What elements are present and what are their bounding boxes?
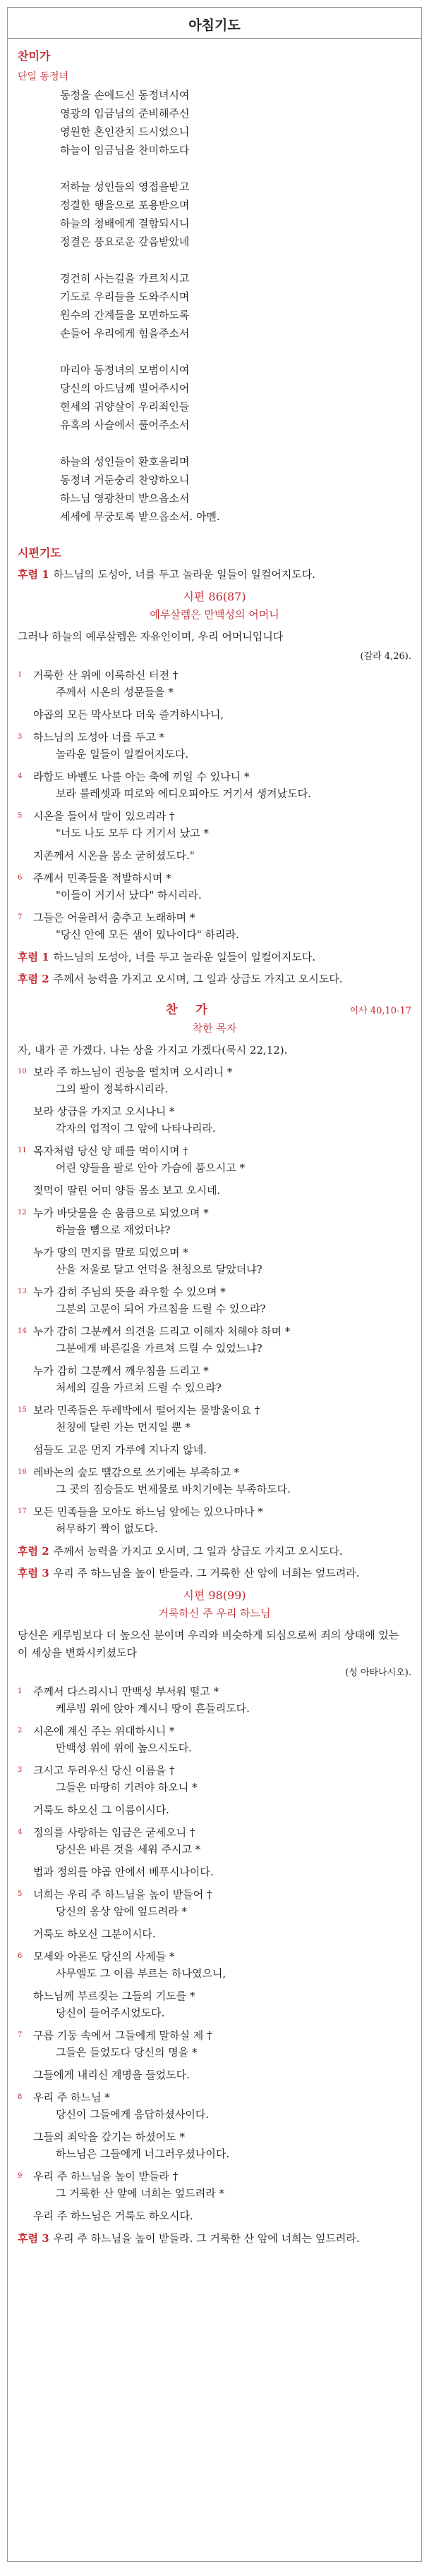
psalm-2-subtitle: 거룩하신 주 우리 하느님 — [158, 1607, 271, 1620]
verse-line: 라합도 바벨도 나를 아는 축에 끼일 수 있나니 * — [33, 770, 250, 783]
hymn-line: 하늘이 임금님을 찬미하도다 — [60, 144, 190, 156]
hymn-label: 단일 동정녀 — [18, 71, 69, 82]
psalm-1-verse — [18, 808, 411, 842]
verse-line-indented: 당신이 그들에게 응답하셨사이다. — [56, 2108, 210, 2121]
hymn-line: 세세에 무궁토록 받으옵소서. 아멘. — [60, 510, 220, 523]
verse-line: 젖먹이 딸린 어미 양들 몸소 보고 오시네. — [33, 1184, 221, 1197]
verse-line: 지존께서 시온을 몸소 굳히셨도다." — [33, 849, 195, 862]
verse-line: 시온을 들어서 말이 있으리라 † — [33, 810, 175, 822]
canticle-verse — [18, 1464, 411, 1498]
verse-line-indented: 하늘을 뼘으로 재었더냐? — [56, 1224, 171, 1236]
verse-number: 16 — [18, 1468, 27, 1476]
verse-number: 6 — [18, 874, 23, 882]
psalm-2-verses — [18, 1683, 411, 2224]
hymn-stanza — [18, 452, 411, 526]
canticle-verse — [18, 1064, 411, 1097]
verse-line: 거룩한 산 위에 이룩하신 터전 † — [33, 669, 179, 682]
verse-line-indented: 주께서 시온의 성문들을 * — [56, 686, 174, 698]
psalm-2-verse — [18, 1801, 411, 1818]
verse-number: 7 — [18, 913, 23, 921]
verse-line-indented: 사무엘도 그 이름 부르는 하나였으니, — [56, 1967, 226, 1980]
verse-line: 레바논의 숲도 땔감으로 쓰기에는 부족하고 * — [33, 1466, 240, 1479]
verse-line: 정의를 사랑하는 임금은 굳세오니 † — [33, 1826, 195, 1839]
verse-line: 누가 땅의 먼지를 말로 되었으며 * — [33, 1246, 188, 1259]
verse-number: 11 — [18, 1147, 27, 1154]
verse-line: 모든 민족들을 모아도 하느님 앞에는 있으나마나 * — [33, 1505, 263, 1518]
verse-number: 3 — [18, 1766, 23, 1774]
verse-line-indented: 허무하기 짝이 없도다. — [56, 1522, 158, 1535]
verse-line: 너희는 우리 주 하느님을 높이 받들어 † — [33, 1888, 212, 1901]
verse-line: 야곱의 모든 막사보다 더욱 즐겨하시나니, — [33, 708, 224, 721]
psalm-2-verse — [18, 1824, 411, 1858]
hymn-line: 동정을 손에드신 동정녀시여 — [60, 89, 190, 101]
verse-line-indented: 당신의 옹상 앞에 엎드려라 * — [56, 1905, 187, 1918]
psalm-1-citation: (갈라 4,26). — [360, 651, 411, 662]
verse-line-indented: 하느님은 그들에게 너그러우셨나이다. — [56, 2147, 230, 2160]
verse-line: 거룩도 하오신 그 이름이시다. — [33, 1804, 169, 1816]
hymn-line: 하느님 영광찬미 받으옵소서 — [60, 492, 190, 505]
antiphon-3-repeat-tag: 후렴 3 — [18, 2232, 49, 2245]
verse-line: 누가 감히 주님의 뜻을 좌우할 수 있으며 * — [33, 1286, 226, 1298]
verse-line: 그들에게 내리신 계명을 들었도다. — [33, 2069, 190, 2081]
hymn-line: 영광의 입금님의 준비해주신 — [60, 107, 190, 120]
verse-number: 4 — [18, 772, 23, 780]
hymn-line: 영원한 혼인잔치 드시었으니 — [60, 125, 190, 138]
page-title: 아침기도 — [188, 18, 241, 33]
canticle-verse — [18, 1362, 411, 1396]
canticle-title: 찬 가 — [166, 1003, 214, 1017]
canticle-verse — [18, 1441, 411, 1458]
psalm-1-verse — [18, 870, 411, 904]
psalm-1-verse — [18, 847, 411, 864]
psalm-2-verse — [18, 2168, 411, 2202]
verse-number: 7 — [18, 2031, 23, 2039]
hymn-line: 현세의 귀양살이 우리죄인들 — [60, 400, 190, 413]
hymn-stanza — [18, 178, 411, 251]
verse-line-indented: 케루빔 위에 앉아 계시니 땅이 흔들리도다. — [56, 1702, 250, 1715]
verse-line-indented: 그 곳의 짐승들도 번제물로 바치기에는 부족하도다. — [56, 1483, 291, 1496]
psalm-1-verse — [18, 729, 411, 763]
psalmody-heading: 시편기도 — [18, 546, 61, 560]
hymn-line: 정결은 풍요로운 갚음받았네 — [60, 235, 190, 248]
verse-line: 우리 주 하느님은 거룩도 하오시다. — [33, 2210, 193, 2222]
canticle-reference: 이사 40,10-17 — [349, 1006, 411, 1016]
psalm-2-citation: (성 아타나시오). — [345, 1668, 411, 1678]
psalm-2-verse — [18, 2089, 411, 2123]
psalm-2-verse — [18, 2066, 411, 2083]
verse-line: 주께서 다스리시니 만백성 부서워 떨고 * — [33, 1685, 219, 1698]
verse-number: 14 — [18, 1327, 27, 1335]
antiphon-3-repeat — [18, 2230, 411, 2248]
verse-line-indented: 그 거룩한 산 앞에 너희는 엎드려라 * — [56, 2187, 224, 2200]
hymn-line: 손들어 우리에게 힘을주소서 — [60, 327, 190, 340]
antiphon-3-tag: 후렴 3 — [18, 1567, 49, 1579]
antiphon-3-repeat-text: 우리 주 하느님을 높이 받들라. 그 거룩한 산 앞에 너희는 엎드려라. — [53, 2232, 360, 2245]
verse-line-indented: 그분에게 바른길을 가르쳐 드릴 수 있었느냐? — [56, 1342, 262, 1355]
verse-line-indented: 천칭에 달린 가는 먼지일 뿐 * — [56, 1421, 191, 1434]
psalm-2-verse — [18, 1863, 411, 1880]
canticle-verse — [18, 1323, 411, 1357]
psalm-1-verse — [18, 706, 411, 723]
verse-line-indented: 각자의 업적이 그 앞에 나타나리라. — [56, 1122, 216, 1135]
verse-number: 17 — [18, 1508, 27, 1515]
canticle-verse — [18, 1283, 411, 1317]
psalm-2-intro: 당신은 케루빔보다 더 높으신 분이며 우리와 비슷하게 되심으로써 죄의 상태에 있는 이 세상을 변화시키셨도다 — [18, 1629, 399, 1659]
psalm-2-verse — [18, 2207, 411, 2224]
canticle-verse — [18, 1244, 411, 1278]
verse-line: 하느님께 부르짖는 그들의 기도를 * — [33, 1990, 195, 2002]
hymn-line: 마리아 동정녀의 모범이시여 — [60, 364, 190, 376]
verse-number: 1 — [18, 1687, 23, 1695]
psalm-2-title: 시편 98(99) — [183, 1589, 246, 1602]
antiphon-1-tag: 후렴 1 — [18, 568, 49, 581]
verse-line-indented: 그들은 들었도다 당신의 명을 * — [56, 2046, 198, 2059]
verse-line-indented: 산을 저울로 달고 언덕을 천칭으로 달았더냐? — [56, 1263, 262, 1276]
canticle-verse — [18, 1182, 411, 1199]
psalm-2-verse — [18, 2128, 411, 2162]
verse-line-indented: 어린 양들을 팔로 안아 가슴에 품으시고 * — [56, 1161, 245, 1174]
canticle-verse — [18, 1402, 411, 1436]
hymn-line: 정결한 행을으로 포용받으며 — [60, 199, 190, 211]
antiphon-1-repeat-text: 하느님의 도성아, 너를 두고 놀라운 일들이 일컬어지도다. — [53, 951, 316, 963]
psalm-1-verse — [18, 667, 411, 701]
canticle-verse — [18, 1103, 411, 1137]
verse-line: 우리 주 하느님 * — [33, 2091, 110, 2104]
antiphon-2-repeat-text: 주께서 능력을 가지고 오시며, 그 일과 상급도 가지고 오시도다. — [53, 1545, 343, 1558]
verse-number: 8 — [18, 2093, 23, 2101]
verse-line: 하느님의 도성아 너를 두고 * — [33, 731, 164, 744]
canticle-verses — [18, 1064, 411, 1537]
verse-number: 2 — [18, 1727, 23, 1734]
verse-line: 거룩도 하오신 그분이시다. — [33, 1928, 156, 1940]
verse-number: 13 — [18, 1288, 27, 1295]
breviary-page — [7, 7, 422, 2562]
psalm-2-verse — [18, 1988, 411, 2021]
verse-line-indented: 당신은 바른 것을 세워 주시고 * — [56, 1843, 201, 1856]
canticle-verse — [18, 1503, 411, 1537]
verse-line: 모세와 아론도 당신의 사제들 * — [33, 1950, 175, 1963]
verse-line: 목자처럼 당신 양 떼를 먹이시며 † — [33, 1145, 188, 1157]
verse-line-indented: 당신이 들어주시었도다. — [56, 2007, 165, 2019]
hymn-line: 기도로 우리들을 도와주시며 — [60, 290, 190, 303]
antiphon-2-repeat — [18, 1543, 411, 1560]
psalm-2-verse — [18, 1683, 411, 1717]
verse-number: 4 — [18, 1828, 23, 1836]
verse-number: 10 — [18, 1068, 27, 1076]
verse-line: 누가 감히 그분께서 깨우침을 드리고 * — [33, 1364, 209, 1377]
antiphon-2 — [18, 970, 411, 988]
antiphon-2-tag: 후렴 2 — [18, 973, 49, 985]
verse-number: 12 — [18, 1209, 27, 1216]
verse-number: 3 — [18, 733, 23, 741]
psalm-2-verse — [18, 1886, 411, 1920]
canticle-header — [18, 999, 411, 1017]
verse-number: 5 — [18, 1890, 23, 1898]
antiphon-1-repeat — [18, 949, 411, 966]
hymn-line: 경건히 사는길을 가르치시고 — [60, 272, 190, 285]
hymn-stanza — [18, 269, 411, 343]
verse-line: 보라 민족들은 두레박에서 떨어지는 물방울이요 † — [33, 1404, 260, 1417]
canticle-intro: 자, 내가 곧 가겠다. 나는 상을 가지고 가겠다(묵시 22,12). — [18, 1044, 288, 1056]
verse-line: 크시고 두려우신 당신 이름을 † — [33, 1764, 175, 1777]
hymn-line: 유혹의 사슬에서 풀어주소서 — [60, 419, 190, 431]
verse-line: 우리 주 하느님을 높이 받들라 † — [33, 2170, 179, 2183]
hymn-line: 저하늘 성인들의 영접을받고 — [60, 180, 190, 193]
verse-line-indented: 보라 불레셋과 띠로와 에디오피아도 거기서 생겨났도다. — [56, 787, 311, 800]
psalm-1-verse — [18, 909, 411, 943]
verse-line: 주께서 민족들을 적발하시며 * — [33, 872, 171, 885]
page-content — [8, 39, 421, 2248]
verse-line: 보라 상급을 가지고 오시나니 * — [33, 1105, 175, 1118]
hymn-line: 당신의 아드님께 빌어주시어 — [60, 382, 190, 395]
psalm-2-verse — [18, 1723, 411, 1756]
verse-line: 그들은 어울려서 춤추고 노래하며 * — [33, 911, 195, 924]
verse-line-indented: "너도 나도 모두 다 거기서 났고 * — [56, 827, 209, 839]
psalm-2-verse — [18, 1948, 411, 1982]
verse-line-indented: 처세의 길을 가르쳐 드릴 수 있으랴? — [56, 1381, 222, 1394]
hymn-stanza — [18, 361, 411, 434]
psalm-1-verse — [18, 768, 411, 802]
hymn-line: 원수의 간계들을 모면하도록 — [60, 309, 190, 321]
verse-line: 그들의 죄악을 갚기는 하셨어도 * — [33, 2131, 185, 2143]
hymn-stanza — [18, 86, 411, 159]
psalm-2-verse — [18, 1925, 411, 1942]
psalm-1-verses — [18, 667, 411, 943]
verse-number: 15 — [18, 1406, 27, 1414]
antiphon-3 — [18, 1565, 411, 1582]
verse-number: 6 — [18, 1952, 23, 1960]
psalm-1-intro: 그러나 하늘의 예루살렘은 자유인이며, 우리 어머니입니다 — [18, 630, 284, 643]
verse-line-indented: "당신 안에 모든 샘이 있나이다" 하리라. — [56, 928, 239, 941]
hymn-heading: 찬미가 — [18, 49, 51, 63]
verse-number: 1 — [18, 671, 23, 679]
antiphon-2-repeat-tag: 후렴 2 — [18, 1545, 49, 1558]
verse-line: 누가 감히 그분께서 의견을 드리고 이해자 처해야 하며 * — [33, 1325, 291, 1338]
hymn-stanzas — [18, 86, 411, 526]
antiphon-1 — [18, 566, 411, 584]
verse-line-indented: 만백성 위에 위에 높으시도다. — [56, 1742, 192, 1754]
psalm-1-subtitle: 예루살렘은 만백성의 어머니 — [150, 608, 279, 621]
verse-line: 누가 바닷물을 손 움큼으로 되었으며 * — [33, 1207, 209, 1219]
verse-line: 시온에 계신 주는 위대하시니 * — [33, 1725, 175, 1737]
canticle-verse — [18, 1142, 411, 1176]
verse-line: 법과 정의를 야곱 안에서 베푸시나이다. — [33, 1866, 214, 1878]
hymn-line: 하늘의 성인들이 환호올리며 — [60, 455, 190, 468]
verse-line: 섬들도 고운 먼지 가루에 지나지 않네. — [33, 1443, 207, 1456]
psalm-1-title: 시편 86(87) — [183, 590, 246, 603]
verse-number: 5 — [18, 812, 23, 820]
hymn-line: 동정녀 거둔숭리 찬양하오니 — [60, 474, 190, 486]
canticle-verse — [18, 1204, 411, 1238]
verse-line-indented: 그분의 고문이 되어 가르침을 드릴 수 있으랴? — [56, 1302, 266, 1315]
antiphon-1-text: 하느님의 도성아, 너를 두고 놀라운 일들이 일컬어지도다. — [53, 568, 316, 581]
verse-line: 보라 주 하느님이 권능을 떨치며 오시리니 * — [33, 1066, 233, 1078]
verse-number: 9 — [18, 2172, 23, 2180]
antiphon-2-text: 주께서 능력을 가지고 오시며, 그 일과 상급도 가지고 오시도다. — [53, 973, 343, 985]
verse-line-indented: 놀라운 일들이 일컬어지도다. — [56, 748, 189, 760]
verse-line-indented: "이들이 거기서 났다" 하시리라. — [56, 889, 202, 901]
hymn-line: 하늘의 청배에게 결합되시니 — [60, 217, 190, 230]
canticle-subtitle: 착한 목자 — [192, 1022, 237, 1035]
psalm-2-verse — [18, 2027, 411, 2061]
verse-line: 구름 기둥 속에서 그들에게 말하실 제 † — [33, 2029, 212, 2042]
antiphon-3-text: 우리 주 하느님을 높이 받들라. 그 거룩한 산 앞에 너희는 엎드려라. — [53, 1567, 360, 1579]
antiphon-1-repeat-tag: 후렴 1 — [18, 951, 49, 963]
psalm-2-verse — [18, 1762, 411, 1796]
verse-line-indented: 그들은 마땅히 기려야 하오니 * — [56, 1781, 198, 1794]
verse-line-indented: 그의 팔이 정복하시리라. — [56, 1083, 169, 1095]
